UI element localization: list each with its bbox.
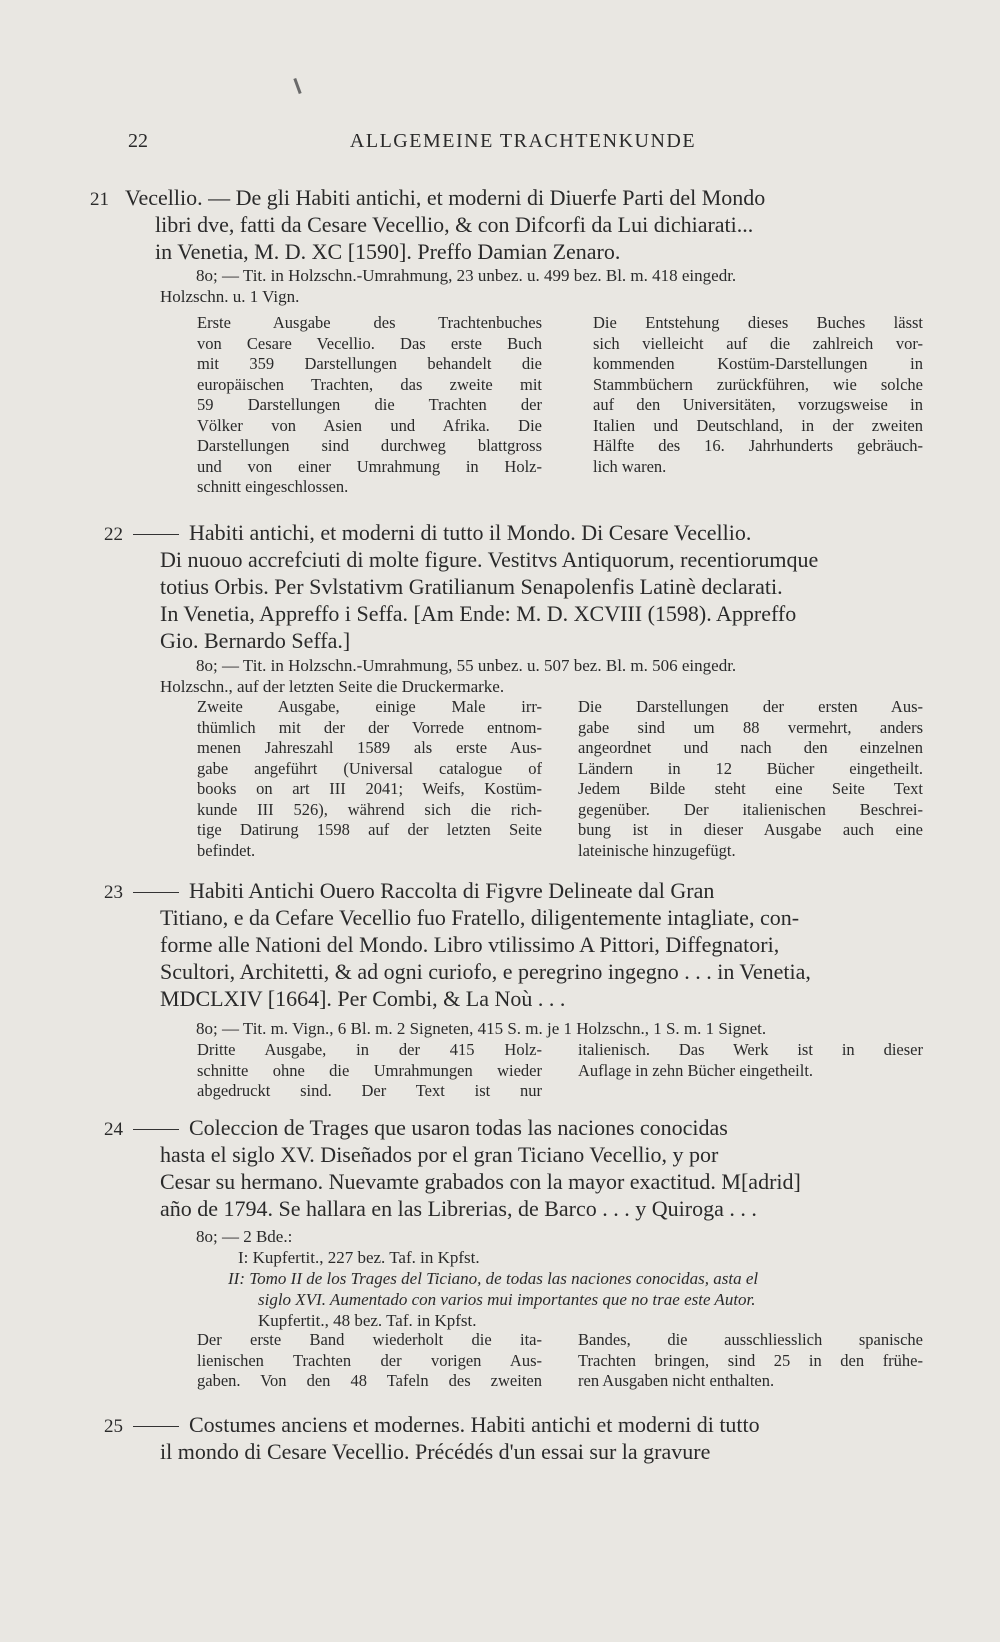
title-text: Costumes anciens et modernes. Habiti antichi et moderni di tutto bbox=[189, 1412, 760, 1437]
title-line: il mondo di Cesare Vecellio. Précédés d'un essai sur la gravure bbox=[160, 1439, 711, 1464]
title-text: Coleccion de Trages que usaron todas las naciones conocidas bbox=[189, 1115, 728, 1140]
note-line: europäischen Trachten, das zweite mit bbox=[197, 374, 542, 394]
note-line: Ländern in 12 Bücher eingetheilt. bbox=[578, 758, 923, 778]
note-column-right bbox=[578, 1040, 923, 1081]
note-line: Jedem Bilde steht eine Seite Text bbox=[578, 779, 923, 798]
note-line: gaben. Von den 48 Tafeln des zweiten bbox=[197, 1371, 542, 1390]
note-line: thümlich mit der der Vorrede entnom- bbox=[197, 717, 542, 737]
collation-line: 8o; — Tit. in Holzschn.-Umrahmung, 23 unbez. u. 499 bez. Bl. m. 418 eingedr. bbox=[196, 266, 737, 285]
title-line: In Venetia, Appreffo i Seffa. [Am Ende: M. D. XCVIII (1598). Appreffo bbox=[160, 601, 797, 626]
entry-number: 23 bbox=[104, 882, 123, 903]
title-line: Gio. Bernardo Seffa.] bbox=[160, 628, 351, 653]
title-line: Titiano, e da Cefare Vecellio fuo Fratello, diligentemente intagliate, con- bbox=[160, 905, 800, 930]
note-column-right bbox=[578, 1330, 923, 1392]
title-line: MDCLXIV [1664]. Per Combi, & La Noù . . . bbox=[160, 986, 566, 1011]
entry-number: 22 bbox=[104, 524, 123, 545]
collation-line: siglo XVI. Aumentado con varios mui importantes que no trae este Autor. bbox=[258, 1290, 756, 1309]
note-line: angeordnet und nach den einzelnen bbox=[578, 738, 923, 757]
collation-line: I: Kupfertit., 227 bez. Taf. in Kpfst. bbox=[238, 1248, 480, 1267]
note-column-left bbox=[197, 697, 542, 861]
entry-title bbox=[133, 519, 893, 654]
note-line: von Cesare Vecellio. Das erste Buch bbox=[197, 333, 542, 353]
entry-collation bbox=[160, 1018, 930, 1039]
note-line: Darstellungen sind durchweg blattgross bbox=[197, 436, 542, 455]
title-line bbox=[133, 877, 893, 904]
entry-number: 25 bbox=[104, 1416, 123, 1437]
note-line: befindet. bbox=[197, 840, 256, 860]
note-line: schnitt eingeschlossen. bbox=[197, 477, 349, 496]
note-line: Trachten bringen, sind 25 in den frühe- bbox=[578, 1350, 923, 1370]
title-line: año de 1794. Se hallara en las Librerias, de Barco . . . y Quiroga . . . bbox=[160, 1196, 757, 1221]
note-line: italienisch. Das Werk ist in dieser bbox=[578, 1040, 923, 1059]
note-line: lateinische hinzugefügt. bbox=[578, 840, 736, 860]
title-line bbox=[133, 1114, 893, 1141]
title-line: forme alle Nationi del Mondo. Libro vtilissimo A Pittori, Diffegnatori, bbox=[160, 932, 780, 957]
page-header bbox=[128, 130, 918, 160]
note-line: books on art III 2041; Weifs, Kostüm- bbox=[197, 779, 542, 798]
note-line: Italien und Deutschland, in der zweiten bbox=[593, 415, 923, 435]
collation-line: Holzschn. u. 1 Vign. bbox=[160, 287, 300, 306]
note-line: mit 359 Darstellungen behandelt die bbox=[197, 354, 542, 373]
entry-title bbox=[133, 1411, 893, 1465]
note-line: Stammbüchern zurückführen, wie solche bbox=[593, 374, 923, 394]
entry-title bbox=[125, 184, 885, 265]
collation-line: II: Tomo II de los Trages del Ticiano, de todas las naciones conocidas, asta el bbox=[228, 1269, 759, 1288]
note-line: ren Ausgaben nicht enthalten. bbox=[578, 1371, 775, 1390]
title-line bbox=[133, 519, 893, 546]
dash-rule bbox=[133, 1129, 179, 1130]
entry-number: 21 bbox=[90, 189, 109, 210]
title-line: libri dve, fatti da Cesare Vecellio, & con Difcorfi da Lui dichiarati... bbox=[155, 212, 754, 237]
note-column-right bbox=[593, 313, 923, 477]
note-line: lienischen Trachten der vorigen Aus- bbox=[197, 1350, 542, 1370]
title-line: Cesar su hermano. Nuevamte grabados con la mayor exactitud. M[adrid] bbox=[160, 1169, 801, 1194]
collation-line: 8o; — Tit. in Holzschn.-Umrahmung, 55 unbez. u. 507 bez. Bl. m. 506 eingedr. bbox=[196, 656, 737, 675]
collation-line: 8o; — Tit. m. Vign., 6 Bl. m. 2 Signeten, 415 S. m. je 1 Holzschn., 1 S. m. 1 Signet. bbox=[196, 1019, 767, 1038]
title-line: Di nuouo accrefciuti di molte figure. Vestitvs Antiquorum, recentiorumque bbox=[160, 547, 819, 572]
entry-number: 24 bbox=[104, 1119, 123, 1140]
title-text: Habiti Antichi Ouero Raccolta di Figvre Delineate dal Gran bbox=[189, 878, 715, 903]
entry-collation bbox=[160, 265, 930, 307]
dash-rule bbox=[133, 1426, 179, 1427]
note-line: abgedruckt sind. Der Text ist nur bbox=[197, 1081, 542, 1100]
note-line: gabe sind um 88 vermehrt, anders bbox=[578, 717, 923, 737]
note-line: 59 Darstellungen die Trachten der bbox=[197, 395, 542, 414]
title-line: in Venetia, M. D. XC [1590]. Preffo Damian Zenaro. bbox=[155, 239, 621, 264]
title-line bbox=[133, 1411, 893, 1438]
note-column-right bbox=[578, 697, 923, 861]
entry-title bbox=[133, 877, 893, 1012]
note-column-left bbox=[197, 1330, 542, 1392]
note-line: Völker von Asien und Afrika. Die bbox=[197, 415, 542, 435]
note-line: Zweite Ausgabe, einige Male irr- bbox=[197, 697, 542, 716]
title-line: totius Orbis. Per Svlstativm Gratilianum Senapolenfis Latinè declarati. bbox=[160, 574, 783, 599]
note-line: und von einer Umrahmung in Holz- bbox=[197, 456, 542, 476]
note-column-left bbox=[197, 313, 542, 498]
note-line: Die Entstehung dieses Buches lässt bbox=[593, 313, 923, 332]
note-line: menen Jahreszahl 1589 als erste Aus- bbox=[197, 738, 542, 757]
note-line: gabe angeführt (Universal catalogue of bbox=[197, 758, 542, 778]
collation-line: 8o; — 2 Bde.: bbox=[196, 1227, 293, 1246]
note-line: Der erste Band wiederholt die ita- bbox=[197, 1330, 542, 1349]
running-title: ALLGEMEINE TRACHTENKUNDE bbox=[349, 130, 697, 152]
note-line: auf den Universitäten, vorzugsweise in bbox=[593, 395, 923, 414]
note-line: Dritte Ausgabe, in der 415 Holz- bbox=[197, 1040, 542, 1059]
entry-collation bbox=[160, 655, 930, 697]
note-line: gegenüber. Der italienischen Beschrei- bbox=[578, 799, 923, 819]
title-line: Scultori, Architetti, & ad ogni curiofo, e peregrino ingegno . . . in Venetia, bbox=[160, 959, 811, 984]
note-line: Auflage in zehn Bücher eingetheilt. bbox=[578, 1060, 814, 1080]
print-speck bbox=[293, 78, 301, 94]
entry-title bbox=[133, 1114, 893, 1222]
note-line: Hälfte des 16. Jahrhunderts gebräuch- bbox=[593, 436, 923, 455]
note-line: Bandes, die ausschliesslich spanische bbox=[578, 1330, 923, 1349]
note-line: Erste Ausgabe des Trachtenbuches bbox=[197, 313, 542, 332]
title-text: Habiti antichi, et moderni di tutto il Mondo. Di Cesare Vecellio. bbox=[189, 520, 752, 545]
title-line: hasta el siglo XV. Diseñados por el gran Ticiano Vecellio, y por bbox=[160, 1142, 719, 1167]
note-line: lich waren. bbox=[593, 456, 667, 476]
note-column-left bbox=[197, 1040, 542, 1102]
dash-rule bbox=[133, 534, 179, 535]
note-line: tige Datirung 1598 auf der letzten Seite bbox=[197, 820, 542, 839]
note-line: bung ist in dieser Ausgabe auch eine bbox=[578, 820, 923, 839]
note-line: kommenden Kostüm-Darstellungen in bbox=[593, 354, 923, 373]
collation-line: Kupfertit., 48 bez. Taf. in Kpfst. bbox=[258, 1311, 477, 1330]
title-line: Vecellio. — De gli Habiti antichi, et moderni di Diuerfe Parti del Mondo bbox=[125, 185, 766, 210]
page-number: 22 bbox=[128, 130, 148, 152]
note-line: sich vielleicht auf die zahlreich vor- bbox=[593, 333, 923, 353]
note-line: schnitte ohne die Umrahmungen wieder bbox=[197, 1060, 542, 1080]
note-line: kunde III 526), während sich die rich- bbox=[197, 799, 542, 819]
collation-line: Holzschn., auf der letzten Seite die Druckermarke. bbox=[160, 677, 505, 696]
entry-collation bbox=[160, 1226, 930, 1331]
dash-rule bbox=[133, 892, 179, 893]
note-line: Die Darstellungen der ersten Aus- bbox=[578, 697, 923, 716]
